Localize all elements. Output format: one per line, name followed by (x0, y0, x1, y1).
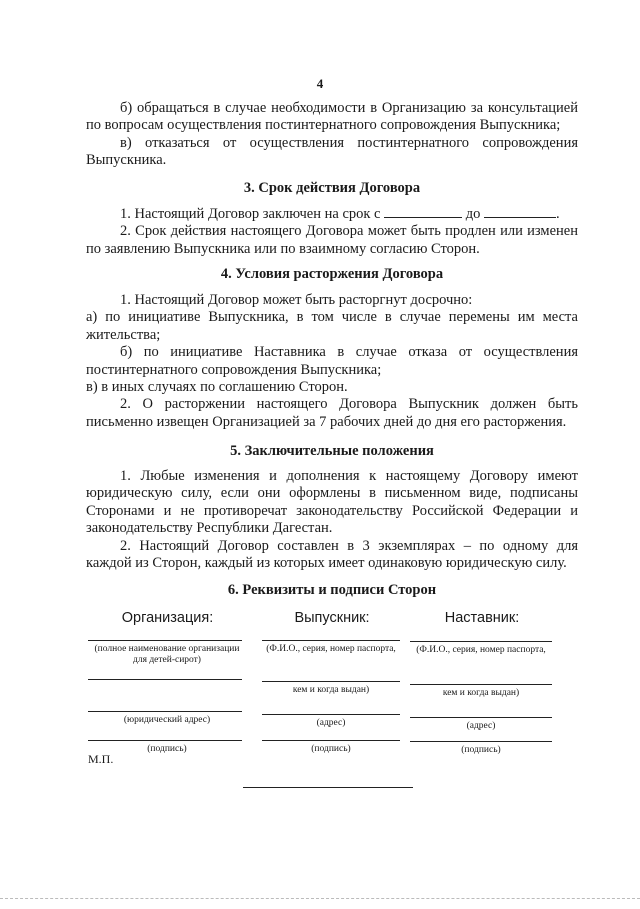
org-name-caption: (полное наименование организации для детей-сирот) (94, 644, 240, 665)
section-4-item-b: б) по инициативе Наставника в случае отказа от осуществления постинтернатного сопровождения Выпускника; (86, 344, 578, 378)
mentor-address-line (410, 717, 552, 718)
section-4-item-2: 2. О расторжении настоящего Договора Выпускник должен быть письменно извещен Организацией за 7 рабочих дней до дня его расторжения. (86, 396, 578, 430)
graduate-heading: Выпускник: (294, 610, 370, 626)
section-3-body (86, 205, 578, 258)
graduate-address-line (262, 714, 400, 715)
section-5-item-1: 1. Любые изменения и дополнения к настоящему Договору имеют юридическую силу, если они оформлены в письменном виде, подписаны Сторонами и не противоречат законодательству Российской Федерации и законодательству Республики Дагестан. (86, 468, 578, 537)
page-number: 4 (316, 76, 324, 91)
section-4-item-1: 1. Настоящий Договор может быть расторгнут досрочно: (120, 292, 473, 308)
org-name-line-2 (88, 679, 242, 680)
org-name-line (88, 640, 242, 641)
mentor-sign-line (410, 741, 552, 742)
org-sign-caption: (подпись) (147, 744, 187, 754)
date-from-blank (384, 205, 462, 218)
stamp-placeholder: М.П. (88, 752, 114, 766)
intro-item-b: б) обращаться в случае необходимости в Организацию за консультацией по вопросам осуществления постинтернатного сопровождения Выпускника; (86, 100, 578, 134)
mentor-heading: Наставник: (444, 610, 520, 626)
mentor-sign-caption: (подпись) (461, 745, 501, 755)
date-to-blank (484, 205, 556, 218)
graduate-name-caption: (Ф.И.О., серия, номер паспорта, (266, 644, 396, 654)
section-5-body (86, 468, 578, 572)
mentor-issued-line (410, 684, 552, 685)
graduate-sign-caption: (подпись) (311, 744, 351, 754)
graduate-issued-caption: кем и когда выдан) (292, 685, 370, 695)
section-4-title: 4. Условия расторжения Договора (220, 266, 444, 282)
bottom-separator-line (243, 787, 413, 788)
org-address-caption: (юридический адрес) (123, 715, 211, 725)
graduate-address-caption: (адрес) (316, 718, 346, 728)
mentor-issued-caption: кем и когда выдан) (442, 688, 520, 698)
org-heading: Организация: (121, 610, 214, 626)
section-5-item-2: 2. Настоящий Договор составлен в 3 экземплярах – по одному для каждой из Сторон, каждый из которых имеет одинаковую юридическую силу. (86, 537, 578, 572)
graduate-issued-line (262, 681, 400, 682)
org-sign-line (88, 740, 242, 741)
section-3-title: 3. Срок действия Договора (243, 180, 421, 196)
graduate-name-line (262, 640, 400, 641)
section-4-item-v: в) в иных случаях по соглашению Сторон. (86, 379, 348, 396)
intro-block (86, 100, 578, 170)
section-4-item-a: а) по инициативе Выпускника, в том числе в случае перемены им места жительства; (86, 309, 578, 343)
section-3-item-1: 1. Настоящий Договор заключен на срок с до . (120, 206, 560, 222)
section-6-title: 6. Реквизиты и подписи Сторон (227, 582, 437, 598)
section-3-item-2: 2. Срок действия настоящего Договора может быть продлен или изменен по заявлению Выпускника или по взаимному согласию Сторон. (86, 223, 578, 257)
org-address-line (88, 711, 242, 712)
intro-item-v: в) отказаться от осуществления постинтернатного сопровождения Выпускника. (86, 134, 578, 169)
graduate-sign-line (262, 740, 400, 741)
mentor-name-line (410, 641, 552, 642)
scan-edge-artifact (0, 898, 640, 899)
mentor-name-caption: (Ф.И.О., серия, номер паспорта, (416, 645, 546, 655)
section-5-title: 5. Заключительные положения (230, 443, 434, 459)
mentor-address-caption: (адрес) (466, 721, 496, 731)
section-4-body (86, 292, 578, 431)
